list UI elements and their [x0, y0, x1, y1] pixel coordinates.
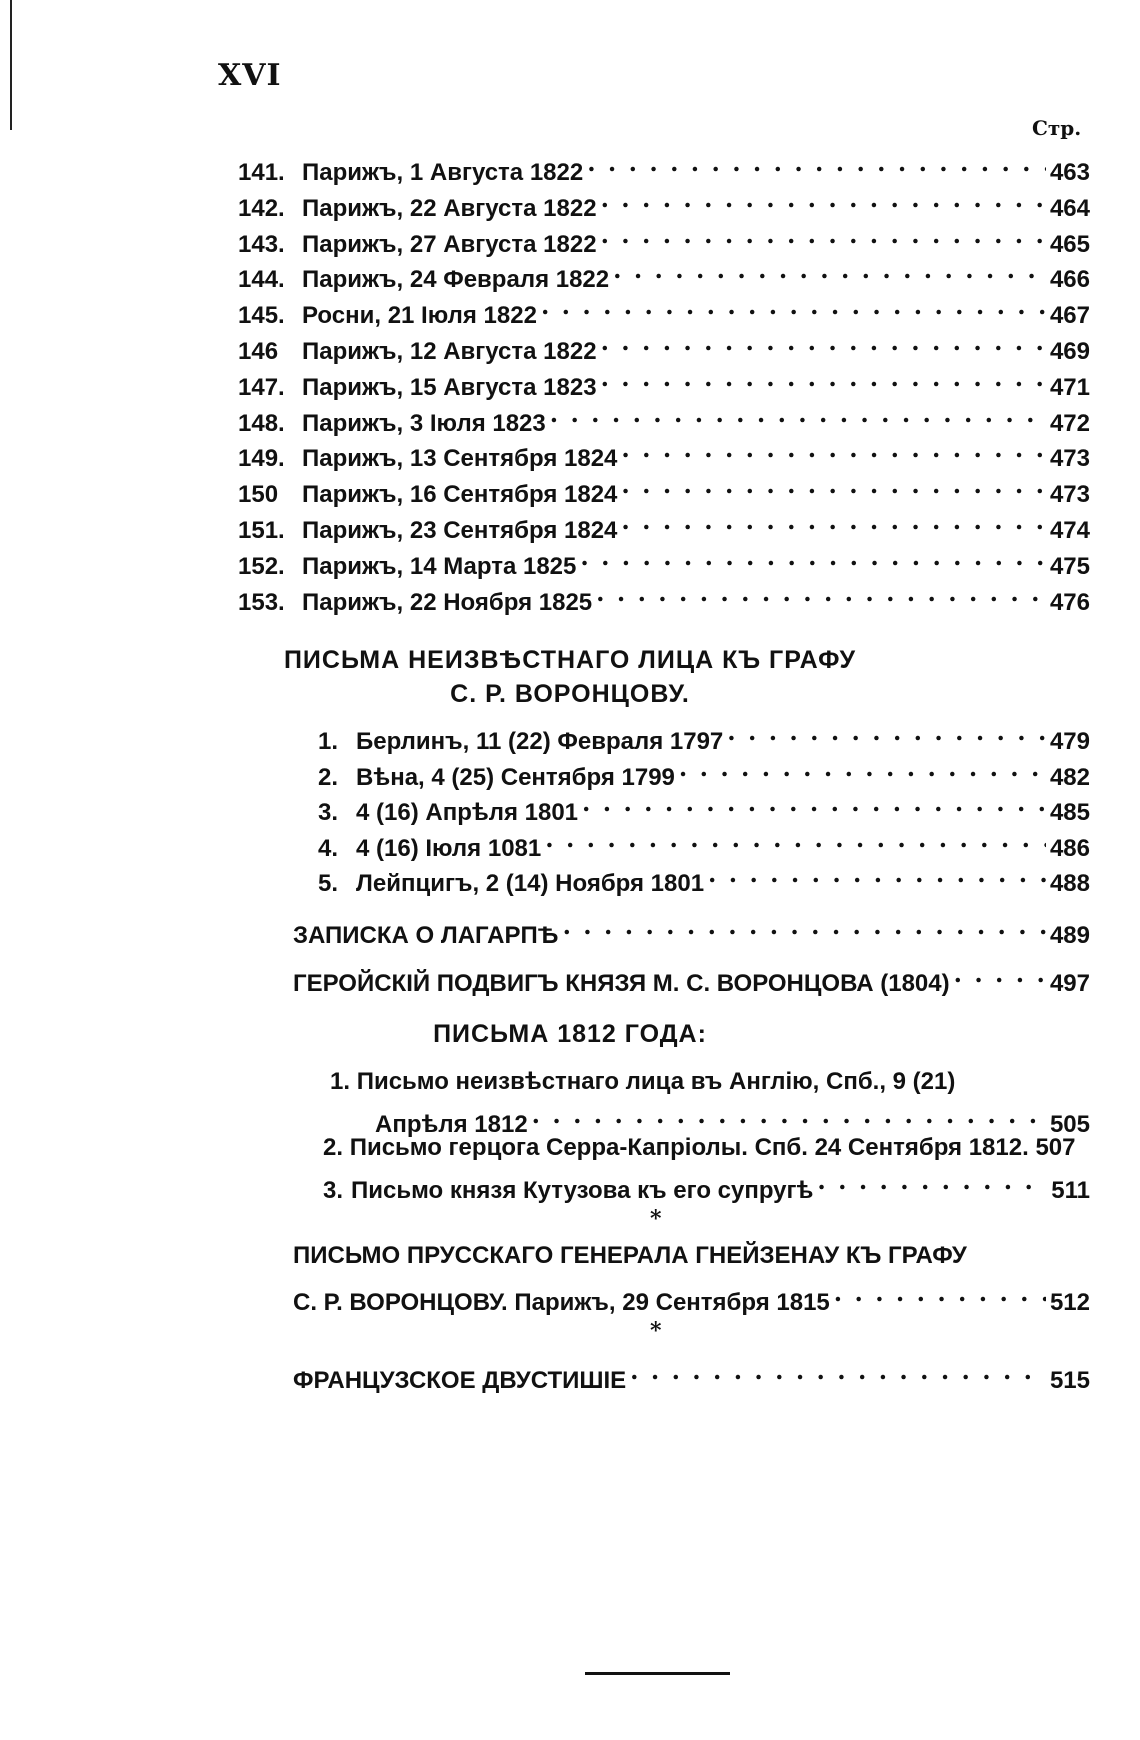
toc-page: 464	[1049, 194, 1090, 222]
toc-leader-dots	[532, 1098, 1046, 1132]
toc-page: 473	[1049, 481, 1090, 509]
toc-page: 473	[1049, 445, 1090, 473]
toc-number: 3.	[318, 799, 339, 826]
toc-page: 479	[1049, 728, 1090, 755]
toc-title: Парижъ, 14 Марта 1825	[302, 552, 577, 580]
closing-rule	[585, 1672, 730, 1675]
toc-number: 143.	[238, 230, 285, 258]
separator-star: *	[650, 1206, 662, 1232]
toc-number: 148.	[238, 409, 285, 437]
toc-leader-dots	[817, 1164, 1047, 1198]
toc-page: 465	[1049, 230, 1090, 258]
section-heading-vorontsov: С. Р. ВОРОНЦОВУ.	[450, 680, 690, 708]
toc-number: 146	[238, 338, 279, 365]
toc-page: 489	[1049, 922, 1090, 949]
toc-leader-dots	[621, 504, 1046, 538]
toc-page: 507	[1035, 1134, 1076, 1161]
toc-row-gneisenau-line2[interactable]	[293, 1276, 1090, 1320]
toc-leader-dots	[708, 857, 1046, 891]
toc-row-french-distich[interactable]	[293, 1354, 1090, 1398]
toc-title: Парижъ, 12 Августа 1822	[302, 338, 597, 365]
toc-page: 511	[1051, 1177, 1090, 1204]
toc-leader-dots	[601, 182, 1046, 216]
toc-number: 145.	[238, 302, 285, 330]
toc-row-zapiska[interactable]	[293, 909, 1090, 953]
toc-title: Парижъ, 15 Августа 1823	[302, 373, 597, 401]
toc-page: 486	[1049, 834, 1090, 862]
page-column-header: Стр.	[1032, 116, 1082, 140]
toc-number: 141.	[238, 159, 285, 186]
toc-page: 512	[1049, 1289, 1090, 1316]
toc-number: 151.	[238, 517, 285, 544]
separator-star: *	[650, 1318, 662, 1344]
toc-page: 474	[1049, 517, 1090, 544]
toc-number: 144.	[238, 266, 285, 294]
toc-row-podvig[interactable]	[293, 957, 1090, 1001]
toc-page: 469	[1049, 338, 1090, 365]
toc-number: 147.	[238, 373, 285, 401]
toc-page: 475	[1049, 552, 1090, 580]
toc-page: 463	[1049, 159, 1090, 186]
toc-title: Берлинъ, 11 (22) Февраля 1797	[356, 728, 724, 755]
toc-leader-dots	[630, 1354, 1046, 1388]
toc-leader-dots	[621, 468, 1046, 502]
toc-number: 1.	[318, 728, 339, 755]
toc-leader-dots	[613, 253, 1046, 287]
toc-page: 515	[1049, 1367, 1090, 1394]
toc-leader-dots	[582, 786, 1046, 820]
toc-row-1812-1-line1[interactable]	[330, 1068, 955, 1096]
toc-title: Лейпцигъ, 2 (14) Ноября 1801	[356, 870, 705, 897]
page-number: XVI	[218, 58, 282, 93]
page-edge-rule	[10, 0, 12, 130]
toc-leader-dots	[601, 361, 1046, 395]
toc-leader-dots	[679, 751, 1046, 785]
toc-title: Парижъ, 24 Февраля 1822	[302, 266, 610, 294]
toc-leader-dots	[834, 1276, 1046, 1310]
toc-leader-dots	[621, 432, 1046, 466]
toc-page: 497	[1049, 970, 1090, 997]
toc-title: Росни, 21 Іюля 1822	[302, 302, 537, 330]
toc-title: ЗАПИСКА О ЛАГАРПѢ	[293, 922, 559, 949]
toc-row-1812-2[interactable]	[323, 1134, 1075, 1162]
toc-number: 3.	[323, 1177, 344, 1204]
section-heading-unknown-person: ПИСЬМА НЕИЗВѢСТНАГО ЛИЦА КЪ ГРАФУ	[283, 646, 857, 674]
section-heading-1812: ПИСЬМА 1812 ГОДА:	[433, 1020, 707, 1048]
toc-leader-dots	[580, 540, 1046, 574]
toc-number: 2.	[323, 1134, 344, 1161]
toc-number: 5.	[318, 870, 339, 897]
toc-number: 150	[238, 481, 279, 509]
toc-page: 485	[1049, 799, 1090, 826]
toc-title: 4 (16) Іюля 1081	[356, 834, 542, 862]
toc-number: 149.	[238, 445, 285, 473]
toc-page: 482	[1049, 763, 1090, 791]
toc-title: ГЕРОЙСКІЙ ПОДВИГЪ КНЯЗЯ М. С. ВОРОНЦОВА (1804)	[293, 970, 950, 997]
toc-title: Парижъ, 13 Сентября 1824	[302, 445, 618, 473]
toc-title: Письмо герцога Серра-Капріолы. Спб. 24 Сентября 1812.	[349, 1134, 1029, 1161]
toc-number: 153.	[238, 588, 285, 616]
toc-leader-dots	[727, 715, 1046, 749]
toc-title: Парижъ, 3 Іюля 1823	[302, 409, 546, 437]
toc-row[interactable]	[238, 576, 1090, 620]
toc-number: 152.	[238, 552, 285, 580]
toc-leader-dots	[596, 576, 1046, 610]
toc-number: 1.	[330, 1068, 351, 1095]
toc-leader-dots	[954, 957, 1046, 991]
toc-leader-dots	[545, 822, 1046, 856]
toc-title: Парижъ, 23 Сентября 1824	[302, 517, 618, 544]
toc-leader-dots	[550, 397, 1046, 431]
toc-title: Письмо неизвѣстнаго лица въ Англію, Спб., 9 (21)	[356, 1068, 956, 1095]
toc-page: 472	[1049, 409, 1090, 437]
toc-title: Парижъ, 1 Августа 1822	[302, 159, 584, 186]
toc-title-continuation: С. Р. ВОРОНЦОВУ. Парижъ, 29 Сентября 1815	[293, 1289, 830, 1316]
toc-page: 466	[1049, 266, 1090, 294]
toc-leader-dots	[541, 289, 1046, 323]
toc-title: ФРАНЦУЗСКОЕ ДВУСТИШІЕ	[293, 1367, 627, 1394]
toc-leader-dots	[601, 325, 1046, 359]
toc-title: Парижъ, 16 Сентября 1824	[302, 481, 618, 509]
toc-row[interactable]	[318, 857, 1090, 901]
toc-page: 476	[1049, 588, 1090, 616]
toc-title: Письмо князя Кутузова къ его супругѣ	[351, 1177, 814, 1204]
toc-title-continuation: Апрѣля 1812	[375, 1111, 528, 1138]
toc-leader-dots	[601, 218, 1046, 252]
toc-title: 4 (16) Апрѣля 1801	[356, 799, 579, 826]
toc-page: 471	[1049, 373, 1090, 401]
toc-leader-dots	[587, 146, 1046, 180]
toc-title: Парижъ, 22 Ноября 1825	[302, 588, 593, 616]
toc-number: 142.	[238, 194, 285, 222]
toc-title: Вѣна, 4 (25) Сентября 1799	[356, 763, 675, 791]
toc-title: Парижъ, 22 Августа 1822	[302, 194, 597, 222]
toc-row-gneisenau-line1[interactable]: ПИСЬМО ПРУССКАГО ГЕНЕРАЛА ГНЕЙЗЕНАУ КЪ ГРАФУ	[293, 1242, 967, 1269]
toc-row-1812-3[interactable]	[323, 1164, 1090, 1208]
toc-number: 2.	[318, 763, 339, 791]
toc-page: 467	[1049, 302, 1090, 330]
toc-page: 505	[1049, 1111, 1090, 1138]
toc-number: 4.	[318, 834, 339, 862]
toc-title: Парижъ, 27 Августа 1822	[302, 230, 597, 258]
toc-page: 488	[1049, 870, 1090, 897]
toc-leader-dots	[563, 909, 1046, 943]
